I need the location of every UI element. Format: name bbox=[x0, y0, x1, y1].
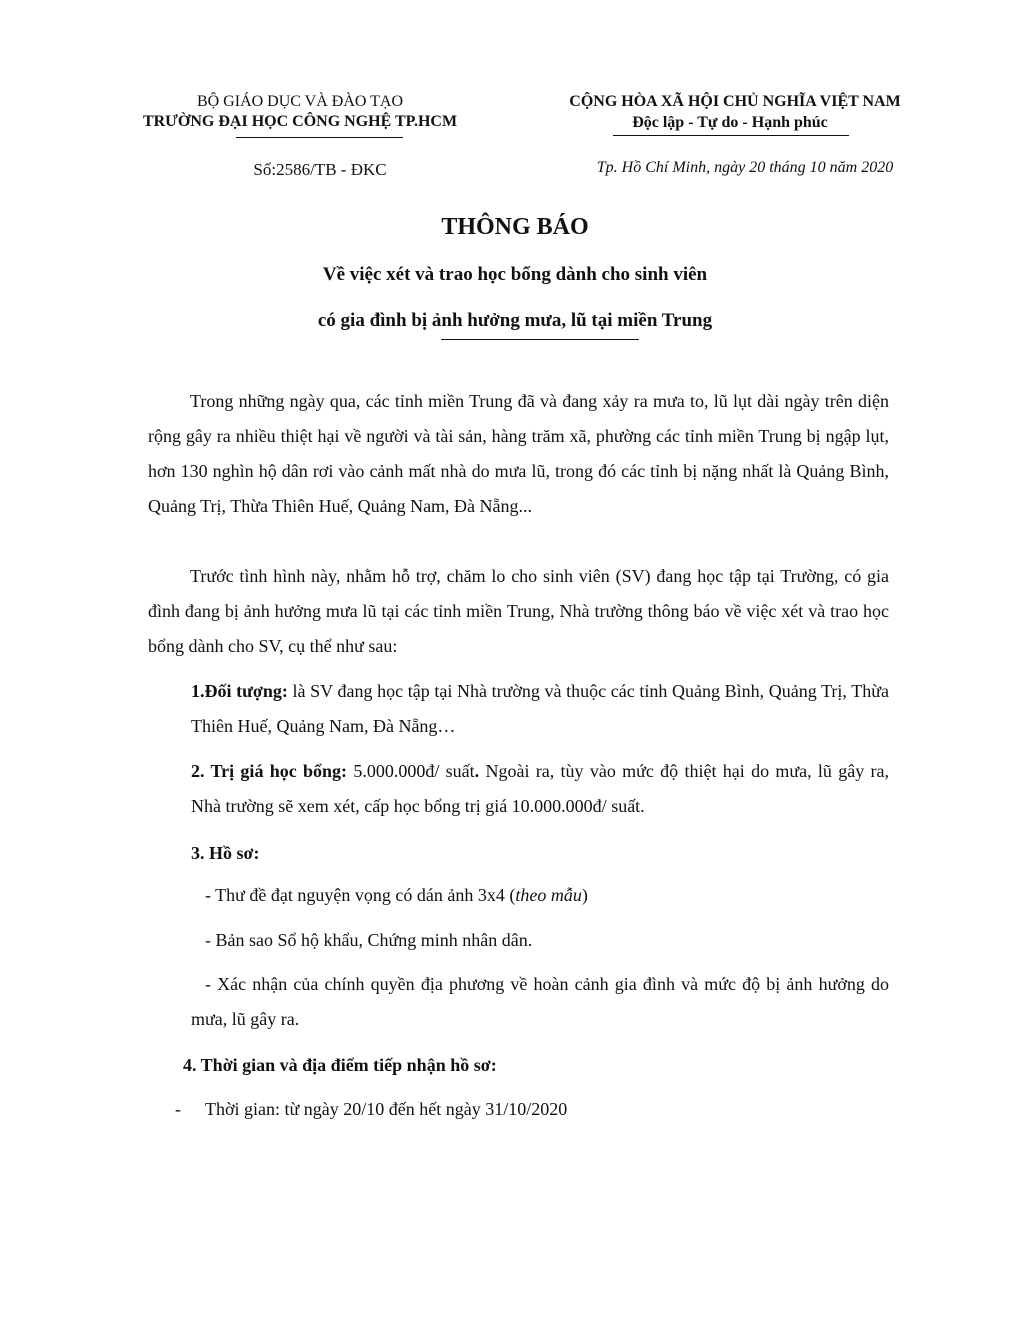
purpose-paragraph: Trước tình hình này, nhằm hỗ trợ, chăm lo cho sinh viên (SV) đang học tập tại Trường, có gia đình đang bị ảnh hưởng mưa lũ tại các tỉnh miền Trung, Nhà trường thông báo về việc xét và trao học bổng dành cho SV, cụ thể như sau: bbox=[148, 566, 889, 656]
time-bullet-dash: - bbox=[175, 1099, 181, 1119]
documents-item-household: - Bản sao Sổ hộ khẩu, Chứng minh nhân dân. bbox=[205, 930, 533, 950]
scholarship-value-detail: Ngoài ra, tùy vào mức độ thiệt hại do mưa, lũ gây ra, Nhà trường sẽ xem xét, cấp học bổng trị giá 10.000.000đ/ suất. bbox=[191, 761, 889, 816]
title-underline bbox=[441, 339, 639, 340]
letter-text: - Thư đề đạt nguyện vọng có dán ảnh 3x4 ( bbox=[205, 885, 516, 905]
scholarship-value-item bbox=[191, 754, 889, 824]
document-number: Số:2586/TB - ĐKC bbox=[253, 160, 387, 179]
documents-item-confirmation: - Xác nhận của chính quyền địa phương về hoàn cảnh gia đình và mức độ bị ảnh hưởng do mưa, lũ gây ra. bbox=[191, 974, 889, 1029]
letter-template-note: theo mẫu bbox=[515, 885, 582, 905]
eligibility-item bbox=[191, 674, 889, 744]
scholarship-value-label: 2. Trị giá học bổng: bbox=[191, 761, 348, 781]
university-name: TRƯỜNG ĐẠI HỌC CÔNG NGHỆ TP.HCM bbox=[142, 113, 458, 130]
document-subtitle-line2: có gia đình bị ảnh hưởng mưa, lũ tại miền Trung bbox=[317, 310, 713, 331]
time-period-text: Thời gian: từ ngày 20/10 đến hết ngày 31/10/2020 bbox=[205, 1099, 568, 1119]
document-title: THÔNG BÁO bbox=[441, 214, 589, 240]
university-underline bbox=[236, 137, 403, 138]
national-motto: Độc lập - Tự do - Hạnh phúc bbox=[632, 114, 828, 131]
motto-underline bbox=[613, 135, 849, 136]
documents-heading: 3. Hồ sơ: bbox=[191, 843, 260, 863]
republic-name: CỘNG HÒA XÃ HỘI CHỦ NGHĨA VIỆT NAM bbox=[569, 93, 901, 110]
document-subtitle-line1: Về việc xét và trao học bổng dành cho sinh viên bbox=[322, 264, 708, 285]
eligibility-text: là SV đang học tập tại Nhà trường và thuộc các tỉnh Quảng Bình, Quảng Trị, Thừa Thiên Huế, Quảng Nam, Đà Nẵng… bbox=[191, 681, 889, 736]
scholarship-value-amount: 5.000.000đ/ suất bbox=[347, 761, 475, 781]
intro-paragraph: Trong những ngày qua, các tỉnh miền Trung đã và đang xảy ra mưa to, lũ lụt dài ngày trên diện rộng gây ra nhiều thiệt hại về người và tài sản, hàng trăm xã, phường các tỉnh miền Trung bị ngập lụt, hơn 130 nghìn hộ dân rơi vào cảnh mất nhà do mưa lũ, trong đó các tỉnh bị nặng nhất là Quảng Bình, Quảng Trị, Thừa Thiên Huế, Quảng Nam, Đà Nẵng... bbox=[148, 391, 889, 516]
place-and-date: Tp. Hồ Chí Minh, ngày 20 tháng 10 năm 2020 bbox=[596, 159, 894, 176]
ministry-name: BỘ GIÁO DỤC VÀ ĐÀO TẠO bbox=[196, 93, 404, 110]
time-place-heading: 4. Thời gian và địa điểm tiếp nhận hồ sơ: bbox=[183, 1055, 497, 1075]
eligibility-label: 1.Đối tượng: bbox=[191, 681, 288, 701]
scholarship-value-period: . bbox=[474, 761, 480, 781]
letter-close-paren: ) bbox=[581, 885, 588, 905]
documents-item-letter bbox=[205, 883, 588, 907]
